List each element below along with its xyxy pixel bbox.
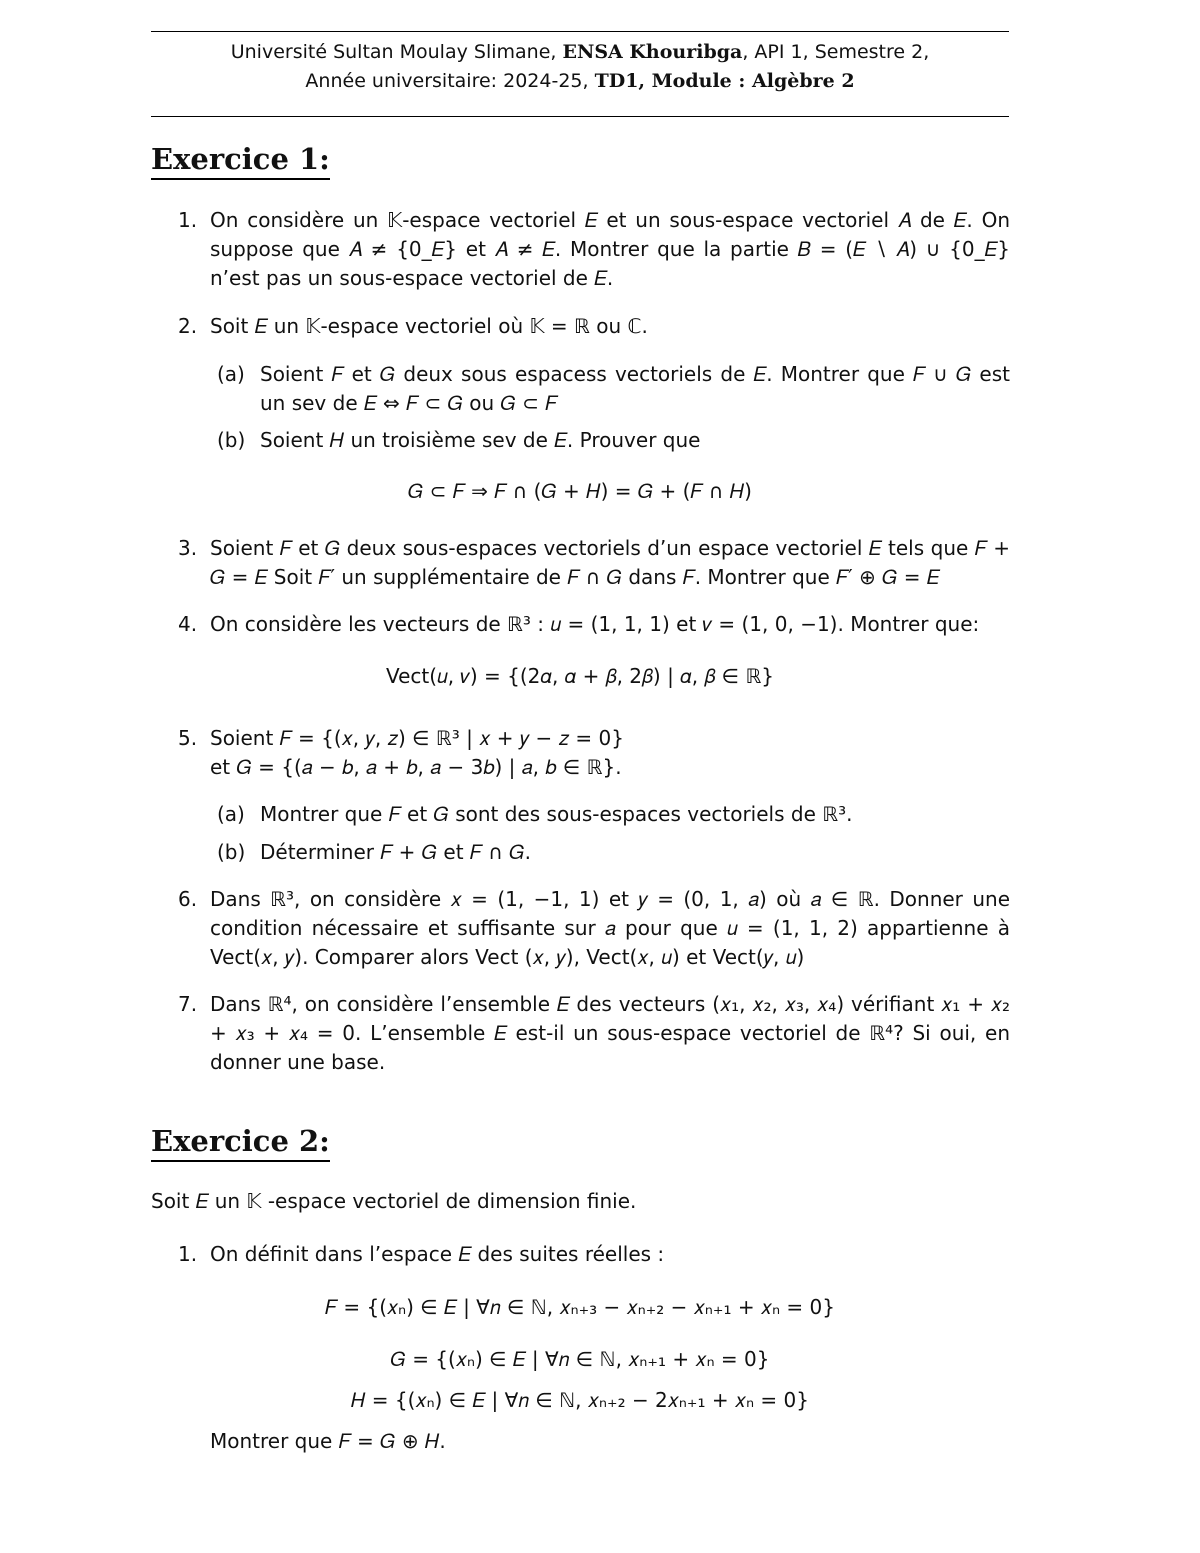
ex2-intro: Soit 𝐸 un 𝕂 -espace vectoriel de dimension finie. (151, 1189, 637, 1213)
school-name: ENSA Khouribga (562, 41, 743, 63)
header-line-2: Année universitaire: 2024-25, TD1, Module : Algèbre 2 (305, 70, 855, 92)
ex1-item-3: 3. Soient 𝐹 et 𝐺 deux sous-espaces vectoriels d’un espace vectoriel 𝐸 tels que 𝐹 + 𝐺 = 𝐸 Soit 𝐹′ un supplémentaire de 𝐹 ∩ 𝐺 dans 𝐹. Montrer que 𝐹′ ⊕ 𝐺 = 𝐸 (178, 536, 1010, 589)
ex1-item-1: 1. On considère un 𝕂-espace vectoriel 𝐸 et un sous-espace vectoriel 𝐴 de 𝐸. On suppose que 𝐴 ≠ {0_𝐸} et 𝐴 ≠ 𝐸. Montrer que la partie 𝐵 = (𝐸 ∖ 𝐴) ∪ {0_𝐸} n’est pas un sous-espace vectoriel de 𝐸. (178, 208, 1010, 290)
ex1-item-5b: (b) Déterminer 𝐹 + 𝐺 et 𝐹 ∩ 𝐺. (217, 840, 531, 864)
ex2-equation-F: 𝐹 = {(𝑥ₙ) ∈ 𝐸 | ∀𝑛 ∈ ℕ, 𝑥ₙ₊₃ − 𝑥ₙ₊₂ − 𝑥ₙ₊₁ + 𝑥ₙ = 0} (325, 1295, 835, 1319)
header-line-1: Université Sultan Moulay Slimane, ENSA Khouribga, API 1, Semestre 2, (230, 41, 930, 63)
ex1-item-7: 7. Dans ℝ⁴, on considère l’ensemble 𝐸 des vecteurs (𝑥₁, 𝑥₂, 𝑥₃, 𝑥₄) vérifiant 𝑥₁ + 𝑥₂ + 𝑥₃ + 𝑥₄ = 0. L’ensemble 𝐸 est-il un sous-espace vectoriel de ℝ⁴? Si oui, en donner une base. (178, 992, 1010, 1074)
exercise-2-title: Exercice 2: (151, 1124, 330, 1162)
ex1-item-2b: (b) Soient 𝐻 un troisième sev de 𝐸. Prouver que (217, 428, 701, 452)
exercise-1-title: Exercice 1: (151, 142, 330, 180)
module-name: TD1, Module : Algèbre 2 (594, 70, 855, 92)
ex1-equation-2b: 𝐺 ⊂ 𝐹 ⇒ 𝐹 ∩ (𝐺 + 𝐻) = 𝐺 + (𝐹 ∩ 𝐻) (408, 479, 752, 503)
header-rule-top (151, 31, 1009, 32)
ex1-item-5: 5. Soient 𝐹 = {(𝑥, 𝑦, 𝑧) ∈ ℝ³ | 𝑥 + 𝑦 − 𝑧 = 0} et 𝐺 = {(𝑎 − 𝑏, 𝑎 + 𝑏, 𝑎 − 3𝑏) | 𝑎, 𝑏 ∈ ℝ}. (178, 726, 624, 779)
ex1-equation-4: Vect(𝑢, 𝑣) = {(2𝛼, 𝛼 + 𝛽, 2𝛽) | 𝛼, 𝛽 ∈ ℝ} (385, 664, 775, 688)
ex1-item-2: 2. Soit 𝐸 un 𝕂-espace vectoriel où 𝕂 = ℝ ou ℂ. (178, 314, 648, 338)
header-rule-bottom (151, 116, 1009, 117)
ex2-item-1: 1. On définit dans l’espace 𝐸 des suites réelles : (178, 1242, 665, 1266)
ex2-conclusion: Montrer que 𝐹 = 𝐺 ⊕ 𝐻. (210, 1429, 446, 1453)
document-header (151, 38, 1009, 96)
ex1-item-4: 4. On considère les vecteurs de ℝ³ : 𝑢 = (1, 1, 1) et 𝑣 = (1, 0, −1). Montrer que: (178, 612, 980, 636)
ex1-item-5a: (a) Montrer que 𝐹 et 𝐺 sont des sous-espaces vectoriels de ℝ³. (217, 802, 853, 826)
ex1-item-2a: (a) Soient 𝐹 et 𝐺 deux sous espacess vectoriels de 𝐸. Montrer que 𝐹 ∪ 𝐺 est un sev de 𝐸 ⇔ 𝐹 ⊂ 𝐺 ou 𝐺 ⊂ 𝐹 (217, 362, 1010, 415)
ex2-equation-H: 𝐻 = {(𝑥ₙ) ∈ 𝐸 | ∀𝑛 ∈ ℕ, 𝑥ₙ₊₂ − 2𝑥ₙ₊₁ + 𝑥ₙ = 0} (351, 1388, 809, 1412)
ex1-item-6: 6. Dans ℝ³, on considère 𝑥 = (1, −1, 1) et 𝑦 = (0, 1, 𝑎) où 𝑎 ∈ ℝ. Donner une condition nécessaire et suffisante sur 𝑎 pour que 𝑢 = (1, 1, 2) appartienne à Vect(𝑥, 𝑦). Comparer alors Vect (𝑥, 𝑦), Vect(𝑥, 𝑢) et Vect(𝑦, 𝑢) (178, 887, 1010, 969)
ex2-equation-G: 𝐺 = {(𝑥ₙ) ∈ 𝐸 | ∀𝑛 ∈ ℕ, 𝑥ₙ₊₁ + 𝑥ₙ = 0} (390, 1347, 770, 1371)
